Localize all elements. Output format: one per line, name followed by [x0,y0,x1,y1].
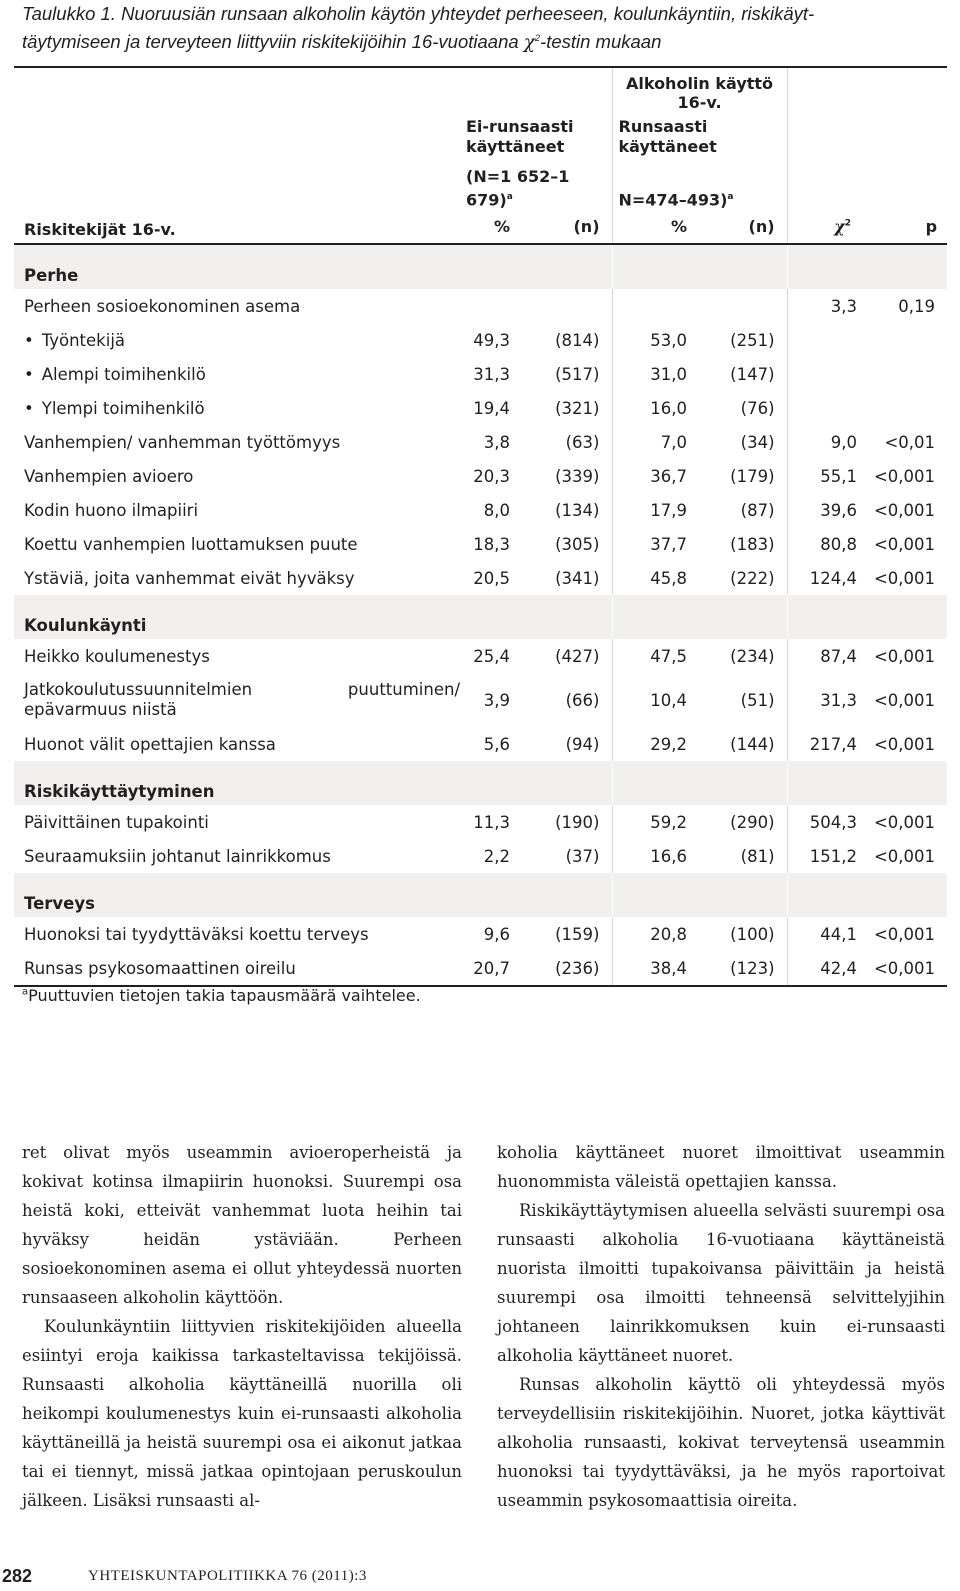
n-value: (236) [522,951,612,986]
row-label: Kodin huono ilmapiiri [24,500,199,520]
pct-value: 20,7 [460,951,522,986]
table-row [14,493,947,527]
table-row [14,357,947,391]
row-label: • Alempi toimihenkilö [14,357,460,391]
row-label: Vanhempien avioero [24,466,194,486]
header-column-row [14,113,947,157]
col2-n-mark: a [727,192,734,202]
n-value: (63) [565,432,600,452]
pct-value: 3,9 [483,690,510,710]
chi-value: 151,2 [787,839,869,873]
pct-value: 7,0 [612,425,699,459]
chi-value: 31,3 [787,673,869,727]
p-value: <0,001 [873,568,936,588]
row-label: • Työntekijä [14,323,460,357]
chi-value: 55,1 [787,459,869,493]
p-value: <0,001 [873,846,936,866]
row-label-line-1: Jatkokoulutussuunnitelmien puuttuminen/ [24,680,460,700]
col2-n-text: N=474–493) [618,190,728,210]
pct-value: 8,0 [483,500,510,520]
col2-n-unit: (n) [699,210,787,244]
pct-value: 20,5 [473,568,510,588]
pct-value: 53,0 [612,323,699,357]
chi-value: 42,4 [787,951,869,986]
n-value: (234) [730,646,775,666]
n-value: (517) [555,364,600,384]
chi-value: 9,0 [787,425,869,459]
chi-value: 504,3 [787,805,869,839]
pct-value: 31,0 [612,357,699,391]
table-row [14,727,947,761]
col1-header [460,113,612,157]
n-value: (222) [730,568,775,588]
section-koulunkaynti: Koulunkäynti [14,595,612,639]
row-label: Ystäviä, joita vanhemmat eivät hyväksy [24,568,355,588]
pct-value: 18,3 [473,534,510,554]
col1-n-unit: (n) [522,210,612,244]
body-column-right [497,1138,945,1515]
group-header: Alkoholin käyttö 16-v. [612,67,787,113]
n-value: (34) [740,432,775,452]
chi-value: 80,8 [787,527,869,561]
pct-value: 17,9 [612,493,699,527]
col2-pct: % [612,210,699,244]
table-row [14,289,947,323]
n-value: (100) [730,924,775,944]
chi-symbol: χ [523,32,536,54]
p-value: 0,19 [898,296,936,316]
pct-value: 5,6 [483,734,510,754]
n-value: (179) [730,466,775,486]
table-row [14,561,947,595]
table-row [14,527,947,561]
col2-n [612,157,787,210]
p-value: <0,001 [873,690,936,710]
pct-value: 38,4 [612,951,699,986]
pct-value: 45,8 [612,561,699,595]
row-label-line-2: epävarmuus niistä [24,700,177,720]
col1-n [460,157,612,210]
table-row [14,323,947,357]
table-row [14,917,947,951]
footnote-mark: a [22,986,29,998]
body-paragraph: Runsas alkoholin käyttö oli yhteydessä myös terveydellisiin riskitekijöihin. Nuoret, jotka käyttivät alkoholia runsaasti, kokivat terveytensä useammin huonoksi tai tyydyttäväksi, ja he myös raportoivat useammin psykosomaattisia oireita. [497,1375,945,1510]
col2-header-line-2: käyttäneet [618,137,717,156]
chi-header-symbol: χ [834,217,845,237]
section-perhe: Perhe [14,244,612,289]
pct-value: 2,2 [483,846,510,866]
section-row [14,873,947,917]
data-table [14,66,947,987]
n-value: (339) [555,466,600,486]
chi-exponent: 2 [535,33,541,43]
caption-line-1: Taulukko 1. Nuoruusiän runsaan alkoholin käytön yhteydet perheeseen, koulunkäyntiin, riskikäyt- [22,3,815,24]
p-value: <0,001 [873,500,936,520]
p-value: <0,001 [873,734,936,754]
p-value: <0,001 [873,646,936,666]
n-value: (81) [740,846,775,866]
pct-value: 9,6 [483,924,510,944]
row-label: Runsas psykosomaattinen oireilu [14,951,460,986]
row-label: Vanhempien/ vanhemman työttömyys [24,432,341,452]
n-value: (305) [555,534,600,554]
chi-value: 87,4 [787,639,869,673]
footnote-text: Puuttuvien tietojen takia tapausmäärä vaihtelee. [28,986,421,1005]
table-row [14,951,947,986]
n-value: (37) [565,846,600,866]
row-label [14,673,460,727]
chi-value: 124,4 [787,561,869,595]
section-terveys: Terveys [14,873,612,917]
row-label: Päivittäinen tupakointi [24,812,209,832]
row-label: Koettu vanhempien luottamuksen puute [24,534,358,554]
caption-line-2-start: täytymiseen ja terveyteen liittyviin riskitekijöihin 16-vuotiaana [22,31,524,53]
table-row [14,459,947,493]
pct-value: 31,3 [473,364,510,384]
chi-value: 217,4 [787,727,869,761]
n-value: (147) [730,364,775,384]
n-value: (76) [740,398,775,418]
chi-header-exponent: 2 [844,219,852,229]
n-value: (51) [740,690,775,710]
p-value: <0,001 [869,951,947,986]
n-value: (190) [555,812,600,832]
table-row [14,425,947,459]
col1-pct: % [460,210,522,244]
chi-value: 44,1 [787,917,869,951]
n-value: (814) [555,330,600,350]
n-value: (87) [740,500,775,520]
pct-value: 47,5 [612,639,699,673]
pct-value: 3,8 [483,432,510,452]
table-footnote [22,986,421,1005]
col1-n-mark: a [506,192,513,202]
row-label: • Ylempi toimihenkilö [14,391,460,425]
body-column-left [22,1138,462,1515]
col1-header-line-2: käyttäneet [466,137,565,156]
col1-header-line-1: Ei-runsaasti [466,117,574,136]
chi-header [787,210,869,244]
pct-value: 19,4 [473,398,510,418]
col1-n-text: (N=1 652–1 679) [466,167,570,210]
row-label: Perheen sosioekonominen asema [24,296,301,316]
pct-value: 10,4 [612,673,699,727]
pct-value: 20,8 [612,917,699,951]
section-row [14,595,947,639]
n-value: (144) [730,734,775,754]
pct-value: 20,3 [473,466,510,486]
table-row [14,805,947,839]
pct-value: 11,3 [473,812,510,832]
section-row [14,761,947,805]
n-value: (66) [565,690,600,710]
caption-line-2 [22,26,952,55]
pct-value: 25,4 [473,646,510,666]
col2-header [612,113,787,157]
chi-value: 3,3 [787,289,869,323]
p-header: p [869,210,947,244]
pct-value: 37,7 [612,527,699,561]
row-label: Seuraamuksiin johtanut lainrikkomus [24,846,331,866]
pct-value: 16,6 [612,839,699,873]
header-unit-row [14,210,947,244]
table-row [14,839,947,873]
chi-value: 39,6 [787,493,869,527]
section-row [14,244,947,289]
body-paragraph: koholia käyttäneet nuoret ilmoittivat useammin huonommista väleistä opettajien kanssa. [497,1143,945,1191]
table-row [14,673,947,727]
pct-value: 59,2 [612,805,699,839]
n-value: (134) [555,500,600,520]
n-value: (251) [730,330,775,350]
pct-value: 16,0 [612,391,699,425]
pct-value: 29,2 [612,727,699,761]
caption-line-2-end: -testin mukaan [540,31,662,53]
n-value: (321) [555,398,600,418]
row-label: Heikko koulumenestys [24,646,210,666]
table-row [14,391,947,425]
header-n-row [14,157,947,210]
n-value: (159) [555,924,600,944]
table-caption [22,2,952,55]
p-value: <0,001 [873,466,936,486]
header-group-row [14,67,947,113]
p-value: <0,001 [873,534,936,554]
row-label: Huonot välit opettajien kanssa [24,734,276,754]
p-value: <0,001 [873,924,936,944]
n-value: (341) [555,568,600,588]
row-label: Huonoksi tai tyydyttäväksi koettu terveys [24,924,369,944]
page-number: 282 [2,1566,33,1586]
section-riskikayttaytyminen: Riskikäyttäytyminen [14,761,612,805]
body-paragraph: Koulunkäyntiin liittyvien riskitekijöiden alueella esiintyi eroja kaikissa tarkasteltavissa tekijöissä. Runsaasti alkoholia käyttäneillä nuorilla oli heikompi koulumenestys kuin ei-runsaasti alkoholia käyttäneillä ja heistä suurempi osa ei aikonut jatkaa tai ei tiennyt, missä jatkaa opintojaan peruskoulun jälkeen. Lisäksi runsaasti al- [22,1317,462,1510]
col2-header-line-1: Runsaasti [618,117,708,136]
n-value: (427) [555,646,600,666]
n-value: (123) [699,951,787,986]
p-value: <0,01 [884,432,936,452]
body-paragraph: Riskikäyttäytymisen alueella selvästi suurempi osa runsaasti alkoholia 16-vuotiaana käyttäneistä nuorista ilmoitti tupakoivansa päivittäin ja heistä suurempi osa ilmoitti tehneensä selvittelyjihin johtaneen lainrikkomuksen kuin ei-runsaasti alkoholia käyttäneet nuoret. [497,1201,945,1365]
pct-value: 49,3 [473,330,510,350]
table-row [14,639,947,673]
p-value: <0,001 [873,812,936,832]
n-value: (183) [730,534,775,554]
row-header: Riskitekijät 16-v. [14,210,460,244]
n-value: (94) [565,734,600,754]
n-value: (290) [730,812,775,832]
body-paragraph: ret olivat myös useammin avioeroperheistä ja kokivat kotinsa ilmapiirin huonoksi. Suurempi osa heistä koki, etteivät vanhemmat luota heihin tai hyväksy heidän ystäviään. Perheen sosioekonominen asema ei ollut yhteydessä nuorten runsaaseen alkoholin käyttöön. [22,1143,462,1307]
pct-value: 36,7 [612,459,699,493]
journal-name: YHTEISKUNTAPOLITIIKKA 76 (2011):3 [88,1568,367,1584]
